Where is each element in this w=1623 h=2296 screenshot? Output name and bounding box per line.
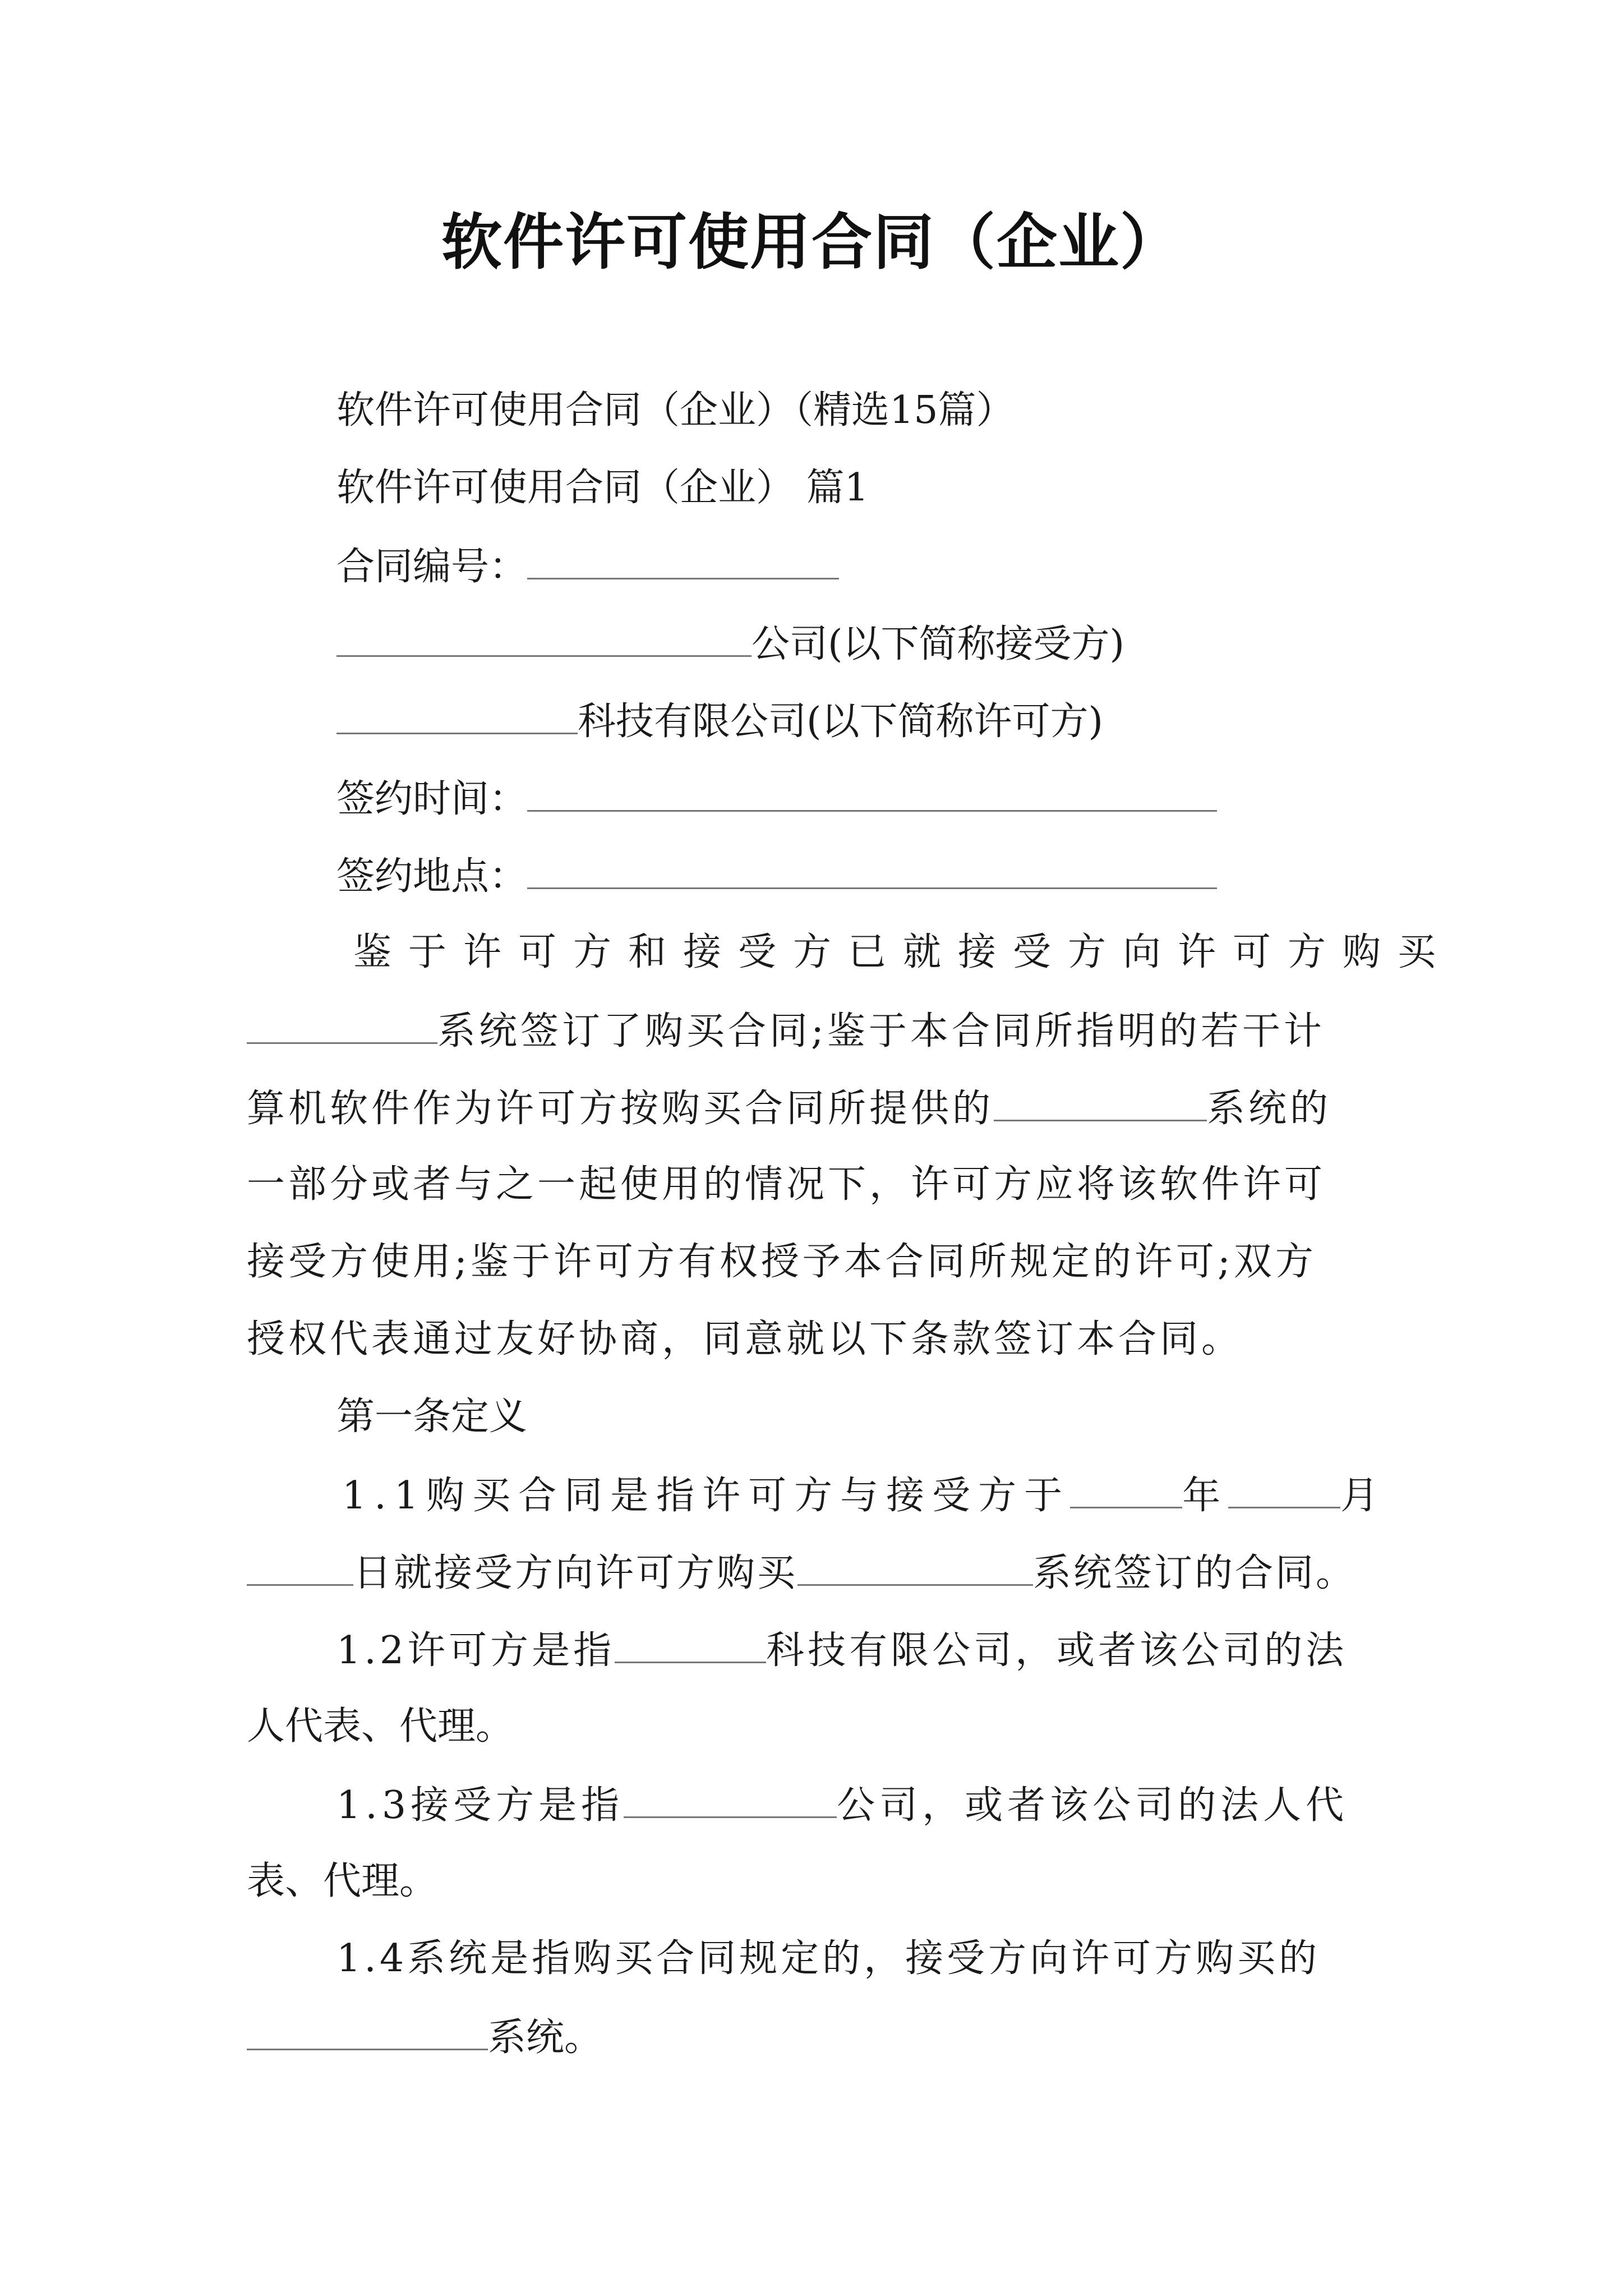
year-blank: [1070, 1472, 1182, 1508]
clause-1-1-line-2: 日就接受方向许可方购买 系统签订的合同。: [247, 1549, 1356, 1596]
day-blank: [247, 1549, 353, 1586]
section-heading-definitions: 第一条定义: [336, 1395, 528, 1439]
clause-1-4-line-1: 1.4系统是指购买合同规定的，接受方向许可方购买的: [336, 1936, 1321, 1981]
licensee-line: 公司(以下简称接受方): [336, 620, 1124, 667]
collection-heading: 软件许可使用合同（企业）（精选15篇）: [336, 388, 1015, 432]
system-name-blank-2: [994, 1085, 1207, 1121]
clause-1-2-line-2: 人代表、代理。: [247, 1704, 514, 1749]
clause-1-3-line-1: 1.3接受方是指 公司，或者该公司的法人代: [336, 1782, 1348, 1828]
licensor-name-blank: [336, 698, 578, 734]
licensee-blank: [624, 1782, 837, 1818]
preamble-line-5: 接受方使用;鉴于许可方有权授予本合同所规定的许可;双方: [247, 1240, 1317, 1284]
document-title: 软件许可使用合同（企业）: [441, 208, 1182, 278]
signing-date-blank: [527, 775, 1217, 812]
licensor-line: 科技有限公司(以下简称许可方): [336, 698, 1103, 744]
preamble-line-3: 算机软件作为许可方按购买合同所提供的 系统的: [247, 1085, 1331, 1131]
preamble-line-2: 系统签订了购买合同;鉴于本合同所指明的若干计: [247, 1007, 1325, 1054]
signing-place-blank: [527, 853, 1217, 889]
month-blank: [1228, 1472, 1340, 1508]
contract-number-line: 合同编号：: [336, 543, 839, 590]
clause-1-4-line-2: 系统。: [247, 2014, 602, 2060]
article-heading: 软件许可使用合同（企业） 篇1: [336, 466, 869, 510]
system-name-blank-1: [247, 1007, 437, 1044]
preamble-line-4: 一部分或者与之一起使用的情况下，许可方应将该软件许可: [247, 1162, 1326, 1207]
signing-date-line: 签约时间：: [336, 775, 1217, 822]
signing-place-line: 签约地点：: [336, 853, 1217, 899]
clause-1-1-line-1: 1.1购买合同是指许可方与接受方于 年 月: [342, 1472, 1386, 1519]
preamble-line-6: 授权代表通过友好协商，同意就以下条款签订本合同。: [247, 1317, 1243, 1361]
licensor-blank: [615, 1627, 766, 1663]
clause-1-3-line-2: 表、代理。: [247, 1859, 438, 1903]
system-name-blank-3: [797, 1549, 1033, 1586]
preamble-line-1: 鉴于许可方和接受方已就接受方向许可方购买: [353, 930, 1453, 974]
licensee-name-blank: [336, 620, 751, 657]
contract-number-blank: [527, 543, 839, 579]
clause-1-2-line-1: 1.2许可方是指 科技有限公司，或者该公司的法: [336, 1627, 1347, 1673]
system-name-blank-4: [247, 2014, 488, 2050]
